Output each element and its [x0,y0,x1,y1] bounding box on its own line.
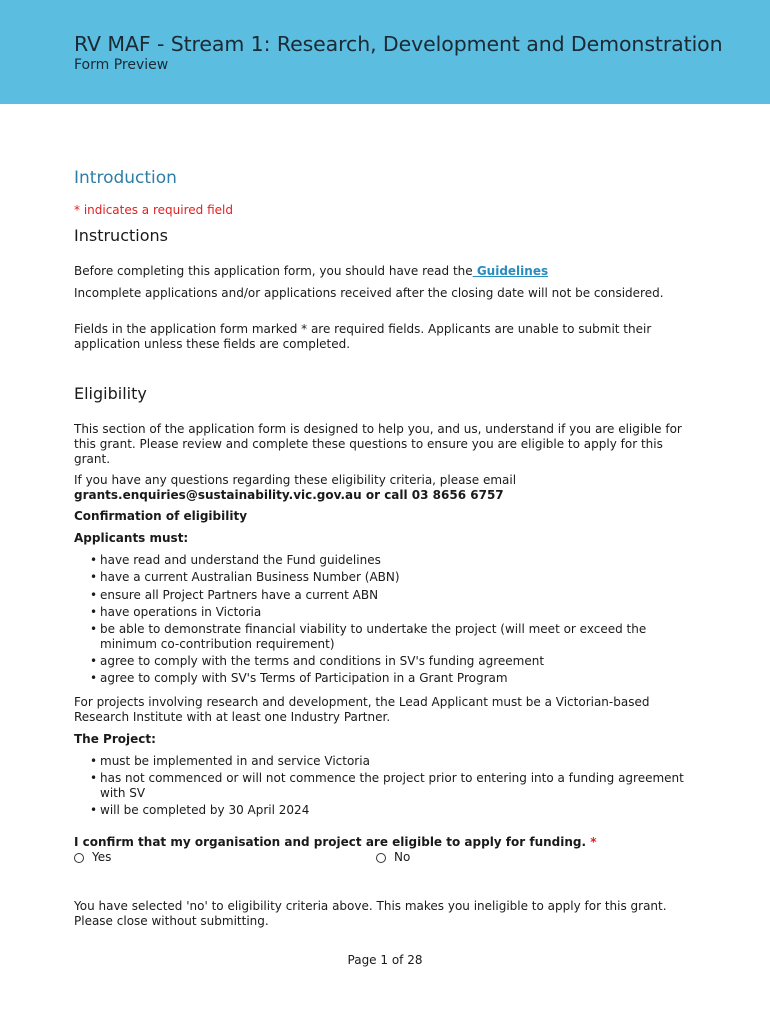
contact-email-phone: grants.enquiries@sustainability.vic.gov.au or call 03 8656 6757 [74,488,504,502]
radio-circle-icon[interactable] [74,853,84,863]
instructions-paragraph-2: Incomplete applications and/or applications received after the closing date will not be considered. [74,286,664,300]
required-star: * [586,835,597,849]
instructions-paragraph-1 [74,264,684,279]
radio-no-label: No [394,850,411,864]
list-item: • have a current Australian Business Number (ABN) [90,570,400,585]
radio-yes[interactable] [74,850,111,865]
form-title: RV MAF - Stream 1: Research, Development and Demonstration [74,32,723,56]
research-development-note: For projects involving research and development, the Lead Applicant must be a Victorian-based Research Institute with at least one Industry Partner. [74,695,650,724]
header-banner [0,0,770,104]
confirmation-heading: Confirmation of eligibility [74,509,248,523]
radio-circle-icon[interactable] [376,853,386,863]
list-item: • ensure all Project Partners have a current ABN [90,587,379,602]
instructions-paragraph-3: Fields in the application form marked * are required fields. Applicants are unable to submit their application unless these fields are completed. [74,322,652,351]
contact-text: If you have any questions regarding these eligibility criteria, please email [74,473,517,487]
applicants-heading: Applicants must: [74,531,189,545]
form-subtitle: Form Preview [74,57,169,73]
introduction-heading: Introduction [74,168,177,188]
eligibility-paragraph-1: This section of the application form is designed to help you, and us, understand if you are eligible for this grant. Please review and complete these questions to ensure you are eligible to apply for this grant. [74,422,682,466]
ineligible-note: You have selected 'no' to eligibility criteria above. This makes you ineligible to apply for this grant. Please close without submitting. [74,899,667,928]
list-item: • has not commenced or will not commence the project prior to entering into a funding agreement with SV [90,771,684,800]
radio-no[interactable] [376,850,410,865]
eligibility-question [74,835,597,850]
instructions-heading: Instructions [74,226,168,245]
guidelines-link[interactable]: Guidelines [472,264,549,278]
question-text: I confirm that my organisation and project are eligible to apply for funding. [74,835,587,849]
list-item: • must be implemented in and service Victoria [90,754,370,768]
radio-yes-label: Yes [92,850,112,864]
instructions-text: Before completing this application form, you should have read the [74,264,473,278]
applicant-requirements-list [90,553,690,689]
list-item: • agree to comply with the terms and conditions in SV's funding agreement [90,653,545,668]
list-item: • have read and understand the Fund guidelines [90,553,381,567]
eligibility-contact [74,473,684,503]
required-field-note: * indicates a required field [74,203,233,217]
page-number: Page 1 of 28 [347,953,423,967]
list-item: • have operations in Victoria [90,604,262,619]
list-item: • will be completed by 30 April 2024 [90,803,310,818]
project-requirements-list [90,754,690,820]
eligibility-heading: Eligibility [74,384,147,403]
project-heading: The Project: [74,732,156,746]
list-item: • agree to comply with SV's Terms of Participation in a Grant Program [90,671,508,686]
list-item: • be able to demonstrate financial viability to undertake the project (will meet or exceed the minimum co-contribution requirement) [90,622,647,651]
